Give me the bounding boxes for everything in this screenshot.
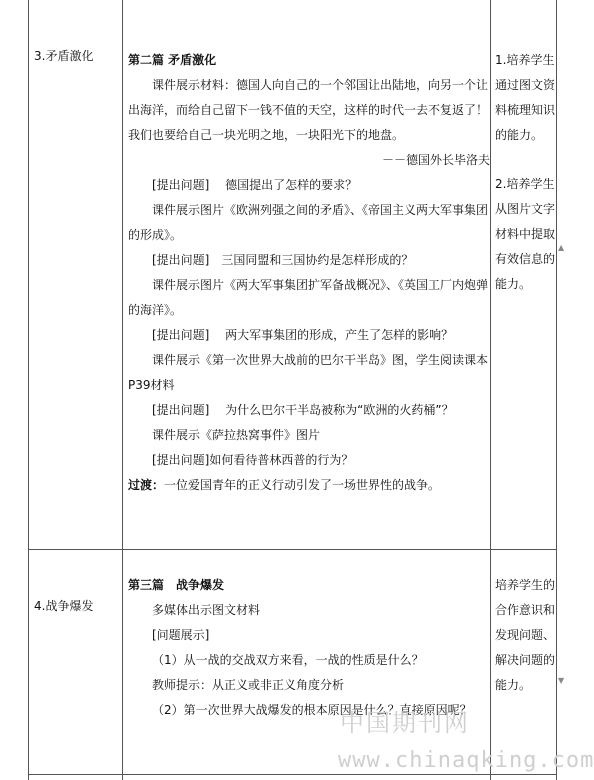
content-line: （1）从一战的交战双方来看，一战的性质是什么？ <box>152 653 424 667</box>
row-divider <box>28 549 557 550</box>
content-line: 课件展示图片《欧洲列强之间的矛盾》、《帝国主义两大军事集团的形成》。 <box>128 203 489 242</box>
row-divider-bottom <box>28 774 557 775</box>
transition-label: 过渡： <box>128 478 165 492</box>
content-line: [提出问题]如何看待普林西普的行为？ <box>152 453 354 467</box>
section-title: 第二篇 矛盾激化 <box>128 53 217 67</box>
content-line: 课件展示《萨拉热窝事件》图片 <box>152 428 321 442</box>
content-line: 教师提示：从正义或非正义角度分析 <box>152 678 345 692</box>
stage-label: 4.战争爆发 <box>34 599 94 613</box>
content-line: [提出问题] 为什么巴尔干半岛被称为“欧洲的火药桶”？ <box>152 403 454 417</box>
transition-text: 一位爱国青年的正义行动引发了一场世界性的战争。 <box>164 478 441 492</box>
goals-cell <box>495 48 555 297</box>
goals-cell <box>495 573 555 698</box>
content-line: [提出问题] 两大军事集团的形成，产生了怎样的影响？ <box>152 328 454 342</box>
content-line: 课件展示材料：德国人向自己的一个邻国让出陆地，向另一个让出海洋，而给自己留下一钱不值的天空，这样的时代一去不复返了！我们也要给自己一块光明之地，一块阳光下的地盘。 <box>128 78 489 142</box>
table-border-left <box>28 0 29 780</box>
watermark-url: www.chinaqking.com <box>338 748 594 773</box>
transition-line <box>128 473 490 498</box>
goal-text: 2.培养学生从图片文字材料中提取有效信息的能力。 <box>495 177 556 291</box>
lesson-content <box>128 573 490 723</box>
goal-text: 培养学生的合作意识和发现问题、解决问题的能力。 <box>495 578 556 692</box>
watermark-logo: 中国期刊网 <box>340 709 470 737</box>
content-line: 课件展示图片《两大军事集团扩军备战概况》、《英国工厂内炮弹的海洋》。 <box>128 278 489 317</box>
content-line: 课件展示《第一次世界大战前的巴尔干半岛》图，学生阅读课本P39材料 <box>128 353 489 392</box>
scroll-arrow-down-icon[interactable]: ▼ <box>558 676 565 685</box>
goal-text: 1.培养学生通过图文资料梳理知识的能力。 <box>495 53 556 142</box>
table-border-right <box>556 0 557 780</box>
content-line: [提出问题] 德国提出了怎样的要求？ <box>152 178 358 192</box>
table-border-col1 <box>122 0 123 780</box>
stage-label: 3.矛盾激化 <box>34 49 94 63</box>
lesson-content <box>128 48 490 498</box>
content-line: [问题展示] <box>152 628 210 642</box>
content-line: －－德国外长毕洛夫 <box>381 153 490 167</box>
section-title: 第三篇 战争爆发 <box>128 578 225 592</box>
content-line: [提出问题] 三国同盟和三国协约是怎样形成的？ <box>152 253 414 267</box>
content-lines <box>128 73 490 473</box>
table-border-col2 <box>490 0 491 780</box>
scroll-arrow-up-icon[interactable]: ▲ <box>558 243 565 252</box>
content-line: 多媒体出示图文材料 <box>152 603 261 617</box>
content-line: （2）第一次世界大战爆发的根本原因是什么？直接原因呢？ <box>152 703 472 717</box>
